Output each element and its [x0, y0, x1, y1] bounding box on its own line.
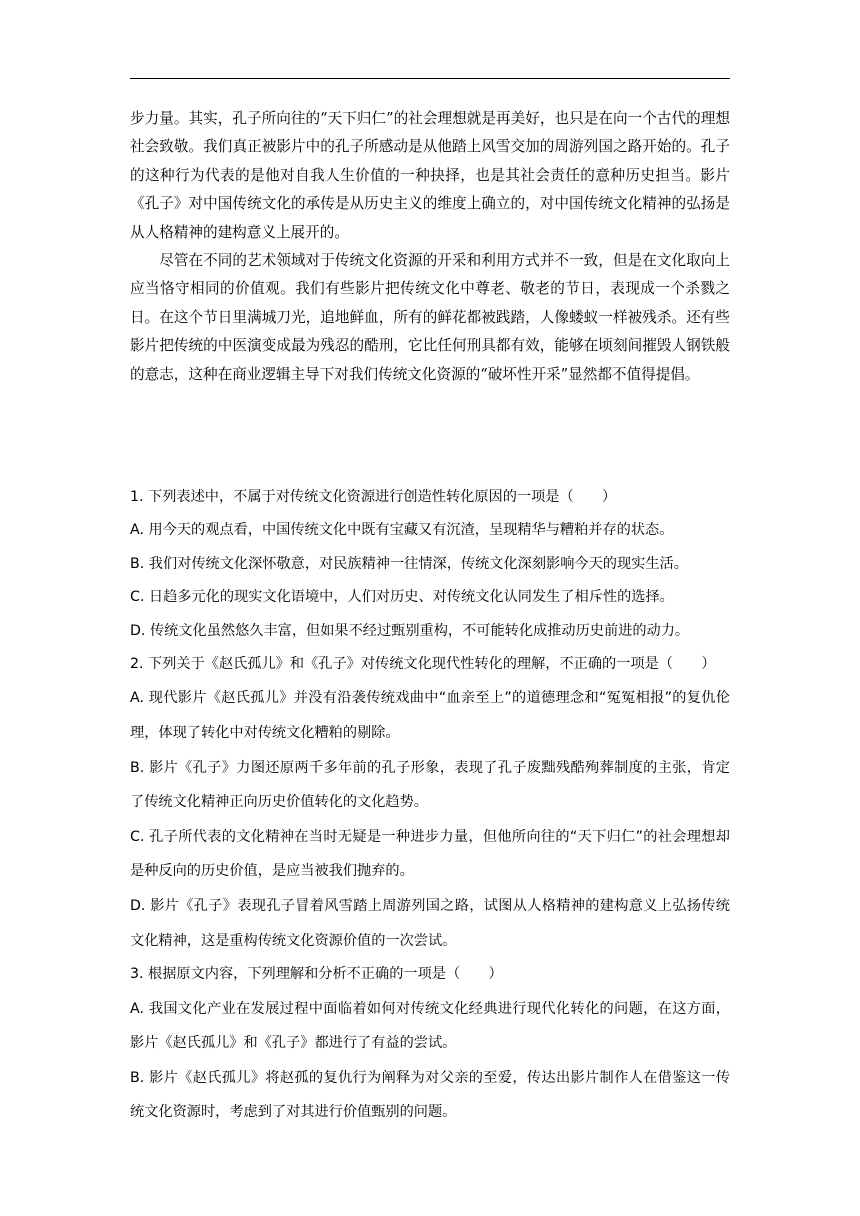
question-1-option-c: C. 日趋多元化的现实文化语境中，人们对历史、对传统文化认同发生了相斥性的选择。 [130, 589, 674, 606]
question-2-option-d: D. 影片《孔子》表现孔子冒着风雪踏上周游列国之路，试图从人格精神的建构意义上弘扬传统文化精神，这是重构传统文化资源价值的一次尝试。 [130, 898, 730, 949]
question-2-option-c: C. 孔子所代表的文化精神在当时无疑是一种进步力量，但他所向往的“天下归仁”的社会理想却是种反向的历史价值，是应当被我们抛弃的。 [130, 828, 730, 880]
header-rule [130, 78, 730, 79]
question-1-stem: 1. 下列表述中，不属于对传统文化资源进行创造性转化原因的一项是（ ） [130, 489, 617, 505]
question-2-option-a: A. 现代影片《赵氏孤儿》并没有沿袭传统戏曲中“血亲至上”的道德理念和“冤冤相报”的复仇伦理，体现了转化中对传统文化糟粕的剔除。 [130, 690, 730, 742]
question-1-option-b: B. 我们对传统文化深怀敬意，对民族精神一往情深，传统文化深刻影响今天的现实生活。 [130, 555, 688, 572]
question-2-option-b: B. 影片《孔子》力图还原两千多年前的孔子形象，表现了孔子废黜残酷殉葬制度的主张，肯定了传统文化精神正向历史价值转化的文化趋势。 [130, 759, 730, 811]
passage-text [130, 105, 730, 389]
question-1-option-a: A. 用今天的观点看，中国传统文化中既有宝藏又有沉渣，呈现精华与糟粕并存的状态。 [130, 522, 674, 539]
question-2-stem: 2. 下列关于《赵氏孤儿》和《孔子》对传统文化现代性转化的理解，不正确的一项是（ ） [130, 656, 716, 673]
question-3-option-a: A. 我国文化产业在发展过程中面临着如何对传统文化经典进行现代化转化的问题，在这方面，影片《赵氏孤儿》和《孔子》都进行了有益的尝试。 [130, 1000, 730, 1052]
passage-paragraph: 尽管在不同的艺术领域对于传统文化资源的开采和利用方式并不一致，但是在文化取向上应当恪守相同的价值观。我们有些影片把传统文化中尊老、敬老的节日，表现成一个杀戮之日。在这个节日里满城刀光，追地鲜血，所有的鲜花都被践踏，人像蝼蚁一样被残杀。还有些影片把传统的中医演变成最为残忍的酷刑，它比任何刑具都有效，能够在顷刻间摧毁人钢铁般的意志，这种在商业逻辑主导下对我们传统文化资源的“破坏性开采”显然都不值得提倡。 [130, 252, 730, 383]
question-list [130, 481, 730, 1130]
question-3-option-b: B. 影片《赵氏孤儿》将赵孤的复仇行为阐释为对父亲的至爱，传达出影片制作人在借鉴这一传统文化资源时，考虑到了对其进行价值甄别的问题。 [130, 1069, 730, 1121]
question-1-option-d: D. 传统文化虽然悠久丰富，但如果不经过甄别重构，不可能转化成推动历史前进的动力。 [130, 622, 690, 639]
passage-paragraph: 步力量。其实，孔子所向往的“天下归仁”的社会理想就是再美好，也只是在向一个古代的理想社会致敬。我们真正被影片中的孔子所感动是从他踏上风雪交加的周游列国之路开始的。孔子的这种行为代表的是他对自我人生价值的一种抉择，也是其社会责任的意种历史担当。影片《孔子》对中国传统文化的承传是从历史主义的维度上确立的，对中国传统文化精神的弘扬是从人格精神的建构意义上展开的。 [130, 110, 730, 241]
question-3-stem: 3. 根据原文内容，下列理解和分析不正确的一项是（ ） [130, 966, 503, 983]
